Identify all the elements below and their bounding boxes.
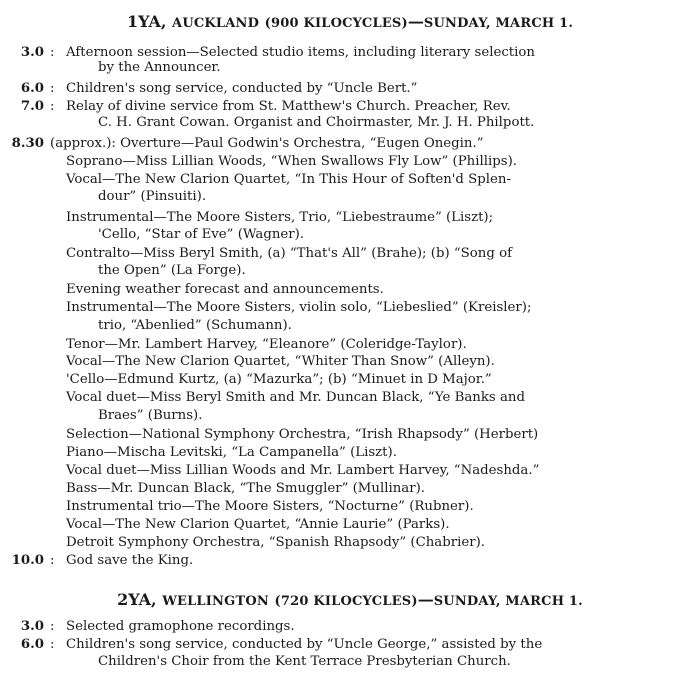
entry-time: 3.0: [20, 619, 44, 634]
entry-time: 6.0: [20, 637, 44, 652]
station-1-day: SUNDAY, MARCH 1.: [423, 16, 574, 31]
programme-item: Evening weather forecast and announcements.: [66, 282, 384, 297]
station-2-day: SUNDAY, MARCH 1.: [433, 594, 583, 609]
entry-time: 10.0: [11, 553, 44, 568]
entry-text: Relay of divine service from St. Matthew's Church. Preacher, Rev.: [66, 99, 511, 114]
programme-item: Contralto—Miss Beryl Smith, (a) “That's All” (Brahe); (b) “Song of: [66, 246, 513, 261]
programme-item: Tenor—Mr. Lambert Harvey, “Eleanore” (Coleridge-Taylor).: [66, 337, 467, 352]
programme-item: Vocal—The New Clarion Quartet, “In This Hour of Soften'd Splen-: [66, 172, 511, 187]
station-1-frequency: (900 KILOCYCLES): [264, 16, 408, 31]
programme-item-cont: the Open” (La Forge).: [98, 263, 246, 278]
entry-text-cont: Children's Choir from the Kent Terrace Presbyterian Church.: [98, 654, 511, 669]
entry-text: Children's song service, conducted by “Uncle George,” assisted by the: [66, 637, 543, 652]
programme-item-cont: 'Cello, “Star of Eve” (Wagner).: [98, 227, 305, 242]
programme-item: Piano—Mischa Levitski, “La Campanella” (Liszt).: [66, 445, 397, 460]
station-1-call-sign: 1YA: [126, 12, 161, 31]
programme-item: Vocal—The New Clarion Quartet, “Annie Laurie” (Parks).: [66, 517, 450, 532]
programme-item: Vocal—The New Clarion Quartet, “Whiter Than Snow” (Alleyn).: [66, 354, 495, 369]
entry-time: 3.0: [20, 45, 44, 60]
entry-time: 8.30: [11, 136, 44, 151]
station-2-frequency: (720 KILOCYCLES): [274, 594, 418, 609]
entry-time: 6.0: [20, 81, 44, 96]
entry-text: God save the King.: [66, 553, 194, 568]
station-1-heading: 1YA, AUCKLAND (900 KILOCYCLES)—SUNDAY, MARCH 1.: [126, 12, 574, 31]
entry-text-cont: C. H. Grant Cowan. Organist and Choirmaster, Mr. J. H. Philpott.: [98, 115, 535, 130]
programme-item: Vocal duet—Miss Lillian Woods and Mr. Lambert Harvey, “Nadeshda.”: [66, 463, 540, 478]
programme-item: 'Cello—Edmund Kurtz, (a) “Mazurka”; (b) “Minuet in D Major.”: [66, 372, 492, 387]
programme-item: Selection—National Symphony Orchestra, “Irish Rhapsody” (Herbert): [66, 427, 539, 442]
programme-item: Instrumental—The Moore Sisters, violin solo, “Liebeslied” (Kreisler);: [66, 300, 532, 315]
radio-programme-page: 1YA, AUCKLAND (900 KILOCYCLES)—SUNDAY, MARCH 1. 3.0 : Afternoon session—Selected studio items, including literary selection by the Announcer. 6.0 : Children's song service, conducted by “Uncle Bert.” 7.0 : Relay of divine service from St. Matthew's Church. Preacher, Rev. C. H. Grant Cowan. Organist and Choirmaster, Mr. J. H. Philpott. 8.30 (approx.): Overture—Paul Godwin's Orchestra, “Eugen Onegin.” Soprano—Miss Lillian Woods, “When Swallows Fly Low” (Phillips). Vocal—The New Clarion Quartet, “In This Hour of Soften'd Splen- dour” (Pinsuiti). Instrumental—The Moore Sisters, Trio, “Liebestraume” (Liszt); 'Cello, “Star of Eve” (Wagner). Contralto—Miss Beryl Smith, (a) “That's All” (Brahe); (b) “Song of the Open” (La Forge). Evening weather forecast and announcements. Instrumental—The Moore Sisters, violin solo, “Liebeslied” (Kreisler); trio, “Abenlied” (Schumann). Tenor—Mr. Lambert Harvey, “Eleanore” (Coleridge-Taylor). Vocal—The New Clarion Quartet, “Whiter Than Snow” (Alleyn). 'Cello—Edmund Kurtz, (a) “Mazurka”; (b) “Minuet in D Major.” Vocal duet—Miss Beryl Smith and Mr. Duncan Black, “Ye Banks and Braes” (Burns). Selection—National Symphony Orchestra, “Irish Rhapsody” (Herbert) Piano—Mischa Levitski, “La Campanella” (Liszt). Vocal duet—Miss Lillian Woods and Mr. Lambert Harvey, “Nadeshda.” Bass—Mr. Duncan Black, “The Smuggler” (Mullinar). Instrumental trio—The Moore Sisters, “Nocturne” (Rubner). Vocal—The New Clarion Quartet, “Annie Laurie” (Parks). Detroit Symphony Orchestra, “Spanish Rhapsody” (Chabrier). 10.0 : God save the King. 2YA, WELLINGTON (720 KILOCYCLES)—SUNDAY, MARCH 1. 3.0 : Selected gramophone recordings. 6.0 : Children's song service, conducted by “Uncle George,” assisted by the Children's Choir from the Kent Terrace Presbyterian Church.: [0, 0, 700, 680]
programme-item: Vocal duet—Miss Beryl Smith and Mr. Duncan Black, “Ye Banks and: [66, 390, 525, 405]
station-2-heading: 2YA, WELLINGTON (720 KILOCYCLES)—SUNDAY, MARCH 1.: [117, 590, 583, 609]
programme-item: Instrumental—The Moore Sisters, Trio, “Liebestraume” (Liszt);: [66, 210, 494, 225]
programme-item: Bass—Mr. Duncan Black, “The Smuggler” (Mullinar).: [66, 481, 425, 496]
entry-text: Selected gramophone recordings.: [66, 619, 295, 634]
entry-text: (approx.): Overture—Paul Godwin's Orchestra, “Eugen Onegin.”: [50, 136, 484, 151]
entry-text-cont: by the Announcer.: [98, 60, 221, 75]
station-2-city: WELLINGTON: [162, 594, 269, 609]
entry-text: Children's song service, conducted by “Uncle Bert.”: [66, 81, 418, 96]
programme-item-cont: Braes” (Burns).: [98, 408, 203, 423]
programme-item: Soprano—Miss Lillian Woods, “When Swallows Fly Low” (Phillips).: [66, 154, 517, 169]
programme-item: Instrumental trio—The Moore Sisters, “Nocturne” (Rubner).: [66, 499, 474, 514]
programme-item-cont: dour” (Pinsuiti).: [98, 189, 207, 204]
station-2-call-sign: 2YA: [117, 590, 152, 609]
programme-item: Detroit Symphony Orchestra, “Spanish Rhapsody” (Chabrier).: [66, 535, 485, 550]
station-1-city: AUCKLAND: [172, 16, 260, 31]
entry-time: 7.0: [20, 99, 44, 114]
entry-text: Afternoon session—Selected studio items, including literary selection: [66, 45, 535, 60]
programme-item-cont: trio, “Abenlied” (Schumann).: [98, 318, 292, 333]
